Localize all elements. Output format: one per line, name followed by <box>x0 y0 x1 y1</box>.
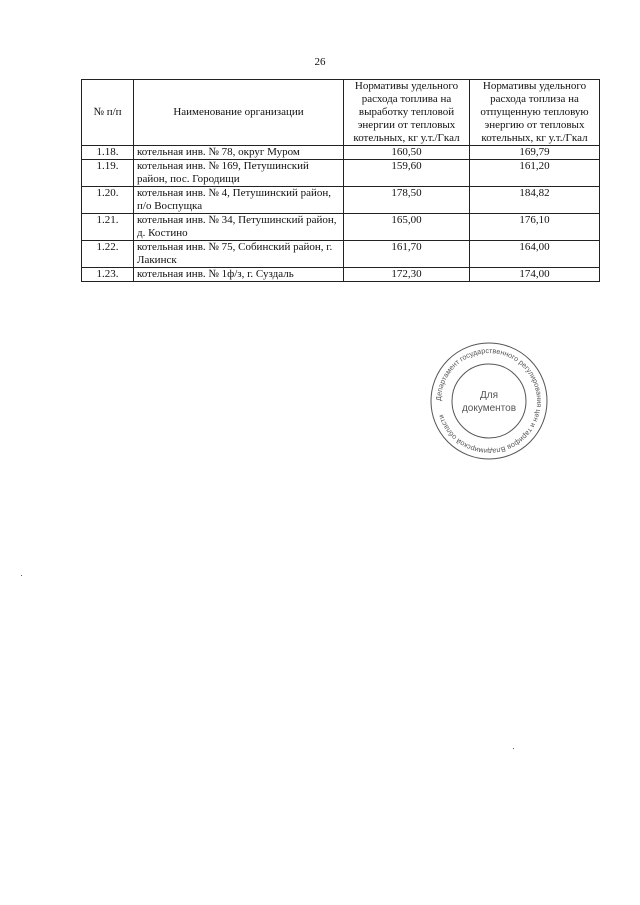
stamp-center-line2: документов <box>461 403 517 414</box>
row-org-name: котельная инв. № 78, округ Муром <box>134 146 344 160</box>
row-norm-production: 178,50 <box>344 187 470 214</box>
table-row <box>82 241 600 268</box>
row-norm-production: 160,50 <box>344 146 470 160</box>
row-num: 1.22. <box>82 241 134 268</box>
scan-speck <box>21 575 22 576</box>
row-num: 1.21. <box>82 214 134 241</box>
row-norm-supply: 169,79 <box>470 146 600 160</box>
header-num: № п/п <box>82 80 134 146</box>
row-norm-supply: 164,00 <box>470 241 600 268</box>
row-norm-production: 159,60 <box>344 160 470 187</box>
row-norm-production: 161,70 <box>344 241 470 268</box>
row-norm-supply: 184,82 <box>470 187 600 214</box>
table-header-row <box>82 80 600 146</box>
official-stamp <box>428 340 550 462</box>
table-row <box>82 268 600 282</box>
table-row <box>82 146 600 160</box>
header-norm-supply: Нормативы удельного расхода топлиза на отпущенную тепловую энергию от тепловых котельных, кг у.т./Гкал <box>470 80 600 146</box>
row-num: 1.19. <box>82 160 134 187</box>
header-name: Наименование организации <box>134 80 344 146</box>
row-norm-production: 165,00 <box>344 214 470 241</box>
row-num: 1.23. <box>82 268 134 282</box>
row-org-name: котельная инв. № 169, Петушинский район, пос. Городищи <box>134 160 344 187</box>
stamp-center-line1: Для <box>479 390 499 401</box>
header-norm-production: Нормативы удельного расхода топлива на выработку тепловой энергии от тепловых котельных, кг у.т./Гкал <box>344 80 470 146</box>
stamp-outer-ring <box>431 343 547 459</box>
row-norm-supply: 174,00 <box>470 268 600 282</box>
page-number: 26 <box>314 56 326 68</box>
row-norm-supply: 176,10 <box>470 214 600 241</box>
norms-table <box>81 79 600 282</box>
row-norm-supply: 161,20 <box>470 160 600 187</box>
table-row <box>82 160 600 187</box>
row-org-name: котельная инв. № 4, Петушинский район, п/о Воспущка <box>134 187 344 214</box>
stamp-inner-ring <box>452 364 526 438</box>
row-org-name: котельная инв. № 75, Собинский район, г. Лакинск <box>134 241 344 268</box>
row-norm-production: 172,30 <box>344 268 470 282</box>
row-org-name: котельная инв. № 34, Петушинский район, д. Костино <box>134 214 344 241</box>
row-num: 1.18. <box>82 146 134 160</box>
row-num: 1.20. <box>82 187 134 214</box>
stamp-ring-text: Департамент государственного регулирования цен и тарифов Владимирской области <box>433 345 545 457</box>
scan-speck <box>513 748 514 749</box>
table-row <box>82 214 600 241</box>
row-org-name: котельная инв. № 1ф/з, г. Суздаль <box>134 268 344 282</box>
table-row <box>82 187 600 214</box>
